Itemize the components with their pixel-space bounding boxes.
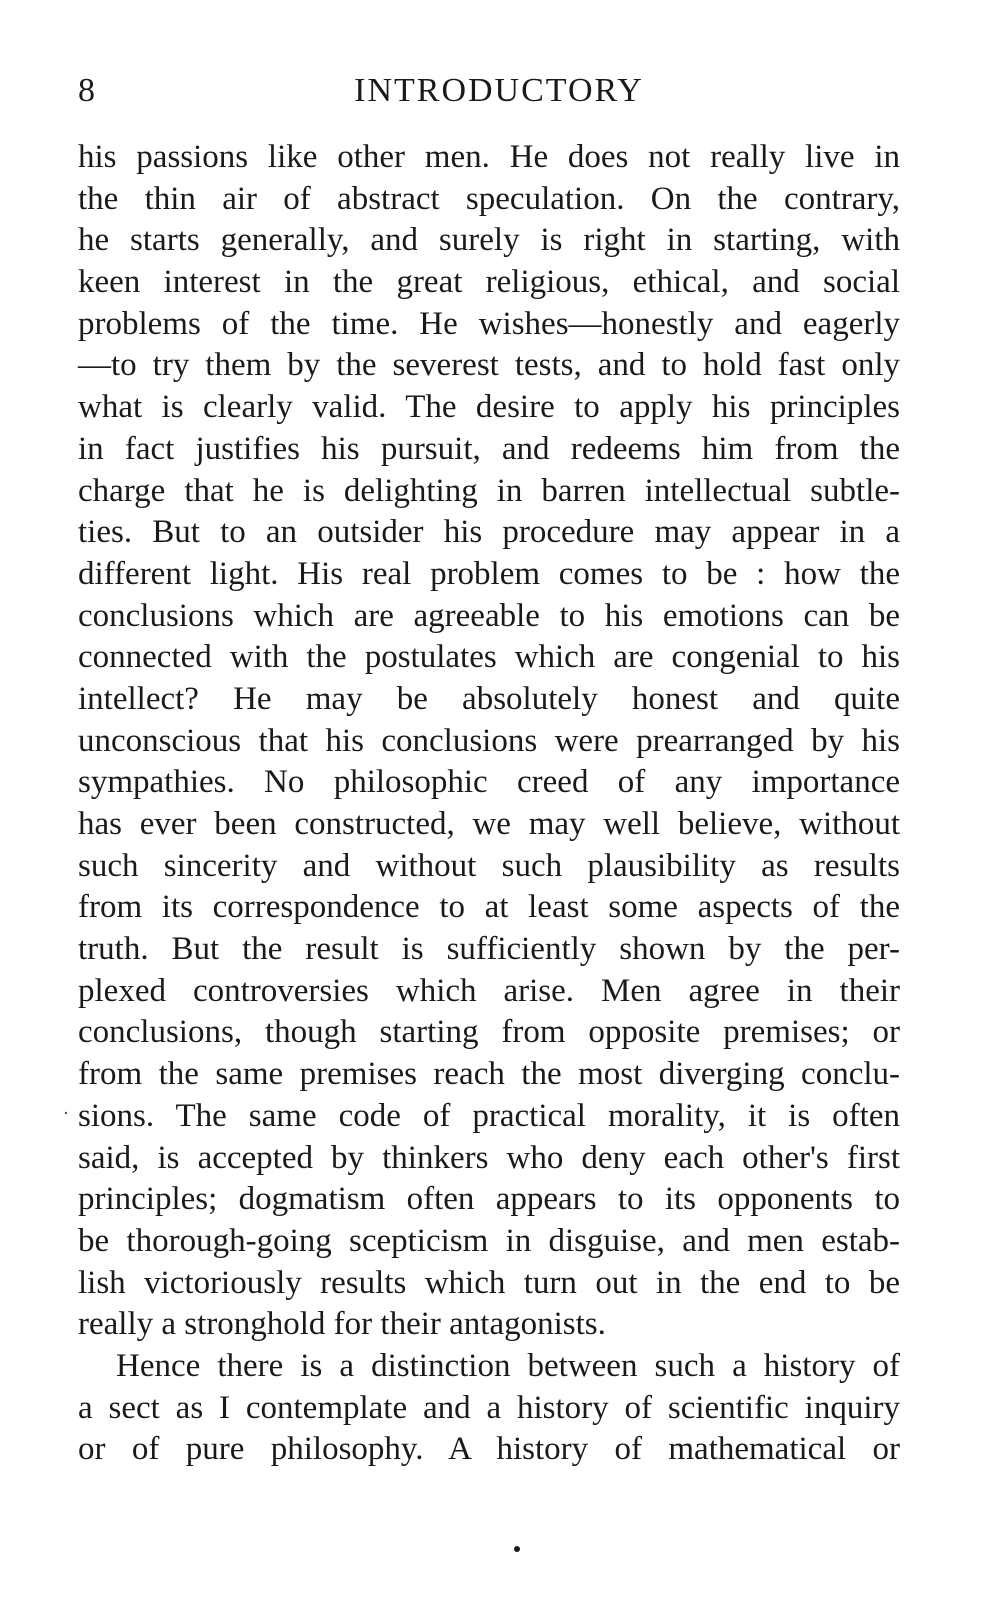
text-line: connected with the postulates which are congenial to his — [78, 639, 900, 676]
text-line: from its correspondence to at least some aspects of the — [78, 889, 900, 926]
text-line: such sincerity and without such plausibility as results — [78, 847, 900, 884]
text-line: —to try them by the severest tests, and to hold fast only — [78, 347, 900, 384]
text-line: be thorough-going scepticism in disguise, and men estab- — [78, 1222, 900, 1259]
text-line: from the same premises reach the most diverging conclu- — [78, 1056, 900, 1093]
text-line: keen interest in the great religious, ethical, and social — [78, 264, 900, 301]
text-line: or of pure philosophy. A history of mathematical or — [78, 1431, 900, 1468]
text-line: charge that he is delighting in barren intellectual subtle- — [78, 472, 900, 509]
text-line: what is clearly valid. The desire to apply his principles — [78, 389, 900, 426]
text-line: ties. But to an outsider his procedure may appear in a — [78, 514, 900, 551]
text-line: in fact justifies his pursuit, and redeems him from the — [78, 430, 900, 467]
text-line: plexed controversies which arise. Men agree in their — [78, 972, 900, 1009]
text-line: said, is accepted by thinkers who deny each other's first — [78, 1139, 900, 1176]
text-line: his passions like other men. He does not really live in — [78, 139, 900, 175]
running-head — [78, 66, 900, 116]
text-line: sympathies. No philosophic creed of any importance — [78, 764, 900, 801]
text-line: problems of the time. He wishes—honestly and eagerly — [78, 305, 900, 342]
page-number: 8 — [78, 72, 95, 109]
text-line: principles; dogmatism often appears to its opponents to — [78, 1181, 900, 1218]
text-line: lish victoriously results which turn out in the end to be — [78, 1264, 900, 1301]
text-line: conclusions, though starting from opposite premises; or — [78, 1014, 900, 1051]
text-line: the thin air of abstract speculation. On the contrary, — [78, 180, 900, 217]
text-line: conclusions which are agreeable to his emotions can be — [78, 597, 900, 634]
text-line: he starts generally, and surely is right in starting, with — [78, 222, 900, 259]
section-title: INTRODUCTORY — [354, 72, 644, 109]
ink-speck — [514, 1546, 520, 1552]
text-line: intellect? He may be absolutely honest and quite — [78, 680, 900, 717]
text-line: has ever been constructed, we may well believe, without — [78, 806, 900, 842]
text-line: sions. The same code of practical morality, it is often — [78, 1097, 900, 1134]
text-line: truth. But the result is sufficiently shown by the per- — [78, 931, 900, 968]
text-line: Hence there is a distinction between such a history of — [116, 1347, 900, 1384]
ink-speck — [65, 1112, 67, 1114]
text-line: different light. His real problem comes to be : how the — [78, 555, 900, 592]
text-line: unconscious that his conclusions were prearranged by his — [78, 722, 900, 759]
body-text — [78, 137, 900, 1471]
text-line: really a stronghold for their antagonists. — [78, 1306, 606, 1343]
text-line: a sect as I contemplate and a history of scientific inquiry — [78, 1389, 900, 1426]
